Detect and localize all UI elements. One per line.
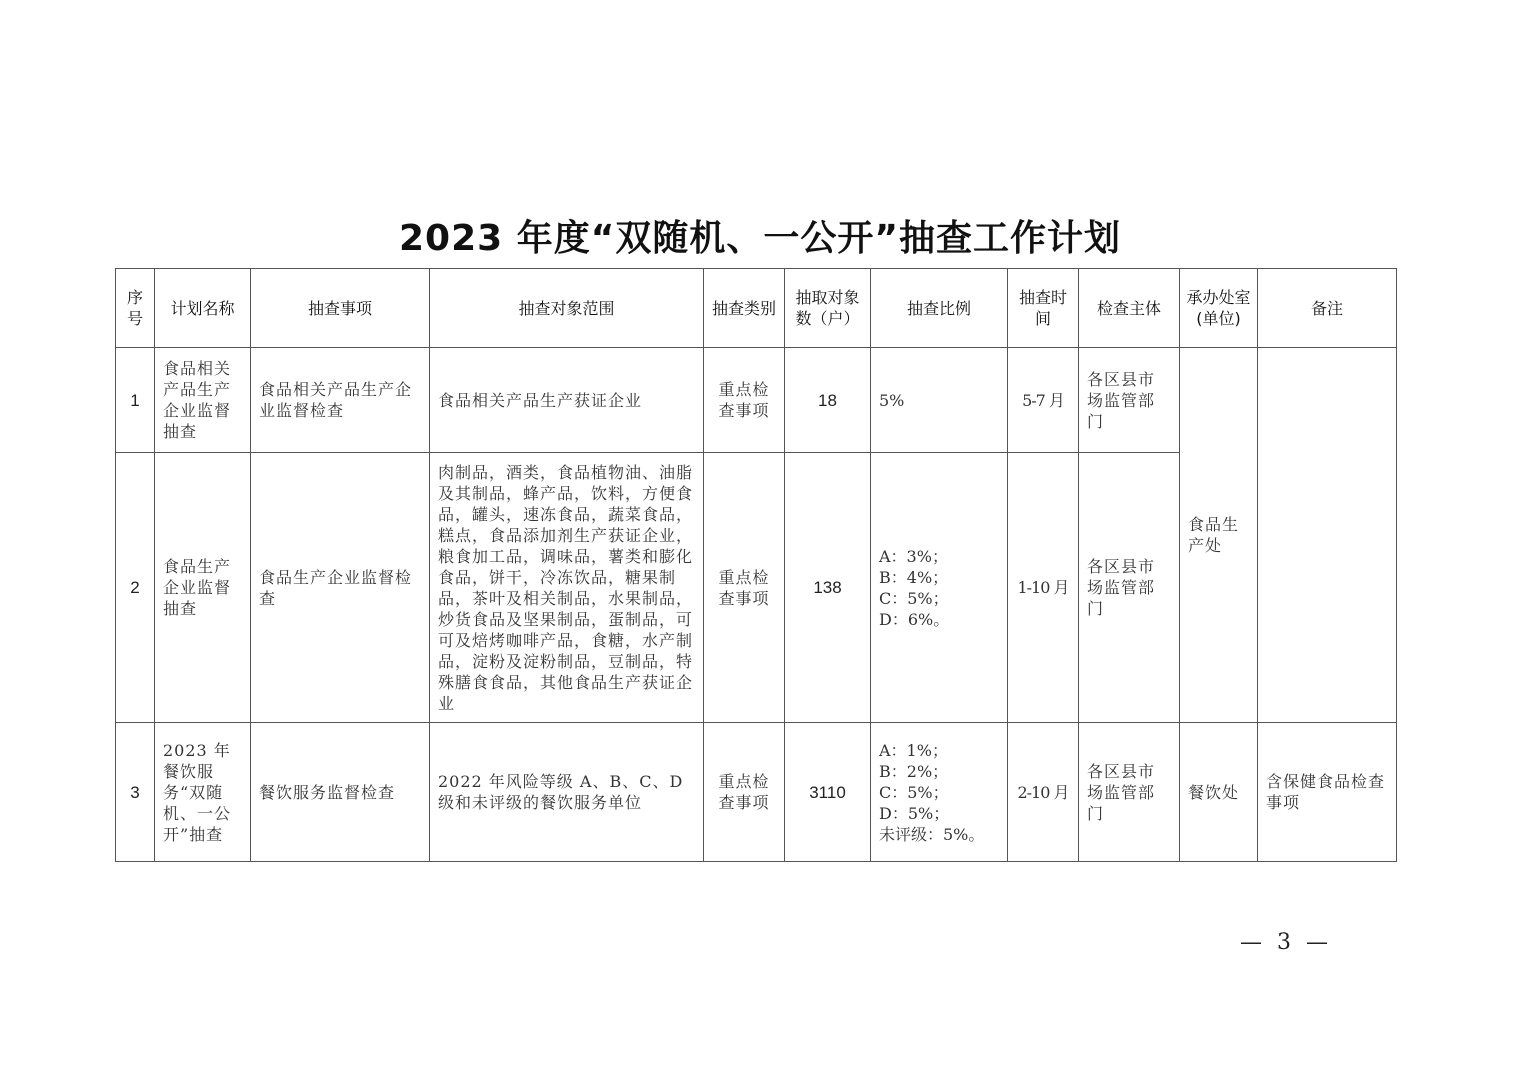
cell-ratio: [871, 453, 1008, 723]
ratio-line: B：2%；: [879, 761, 949, 781]
table-header-row: [116, 269, 1397, 348]
document-title: 2023 年度“双随机、一公开”抽查工作计划: [398, 218, 1122, 259]
cell-subject: 各区县市场监管部门: [1079, 348, 1180, 453]
cell-seq: 3: [116, 723, 155, 862]
table-row: [116, 723, 1397, 862]
cell-time: 1-10 月: [1008, 453, 1079, 723]
header-subject: 检查主体: [1079, 269, 1180, 348]
ratio-line: 5%: [879, 390, 905, 410]
cell-count: 138: [785, 453, 871, 723]
cell-time: 2-10 月: [1008, 723, 1079, 862]
cell-subject: 各区县市场监管部门: [1079, 723, 1180, 862]
cell-note: 含保健食品检查事项: [1258, 723, 1397, 862]
ratio-line: B：4%；: [879, 567, 949, 587]
cell-plan-name: 2023 年餐饮服务“双随机、一公开”抽查: [155, 723, 251, 862]
header-category: 抽查类别: [704, 269, 785, 348]
ratio-line: D：5%；: [879, 803, 950, 823]
header-seq: 序号: [116, 269, 155, 348]
header-note: 备注: [1258, 269, 1397, 348]
ratio-line: C：5%；: [879, 588, 949, 608]
ratio-line: C：5%；: [879, 782, 949, 802]
cell-count: 18: [785, 348, 871, 453]
cell-count: 3110: [785, 723, 871, 862]
cell-category: 重点检查事项: [704, 348, 785, 453]
cell-category: 重点检查事项: [704, 453, 785, 723]
header-scope: 抽查对象范围: [430, 269, 704, 348]
cell-category: 重点检查事项: [704, 723, 785, 862]
ratio-line: 未评级：5%。: [879, 824, 985, 844]
header-plan-name: 计划名称: [155, 269, 251, 348]
header-time: 抽查时间: [1008, 269, 1079, 348]
table-row: [116, 348, 1397, 453]
cell-ratio: [871, 723, 1008, 862]
header-count: 抽取对象数（户）: [785, 269, 871, 348]
ratio-line: A：3%；: [879, 546, 948, 566]
inspection-plan-table: [115, 268, 1397, 862]
header-ratio: 抽查比例: [871, 269, 1008, 348]
header-dept: 承办处室(单位): [1180, 269, 1258, 348]
cell-item: 食品生产企业监督检查: [251, 453, 430, 723]
cell-plan-name: 食品生产企业监督抽查: [155, 453, 251, 723]
page-number: — 3 —: [1240, 930, 1332, 955]
cell-seq: 1: [116, 348, 155, 453]
cell-note-merged: [1258, 348, 1397, 723]
header-item: 抽查事项: [251, 269, 430, 348]
cell-subject: 各区县市场监管部门: [1079, 453, 1180, 723]
cell-ratio: [871, 348, 1008, 453]
ratio-line: D：6%。: [879, 609, 950, 629]
cell-scope: 肉制品，酒类，食品植物油、油脂及其制品，蜂产品，饮料，方便食品，罐头，速冻食品，蔬菜食品，糕点，食品添加剂生产获证企业，粮食加工品，调味品，薯类和膨化食品，饼干，冷冻饮品，糖果制品，茶叶及相关制品，水果制品，炒货食品及坚果制品，蛋制品，可可及焙烤咖啡产品，食糖，水产制品，淀粉及淀粉制品，豆制品，特殊膳食食品，其他食品生产获证企业: [430, 453, 704, 723]
cell-dept-merged: 食品生产处: [1180, 348, 1258, 723]
cell-seq: 2: [116, 453, 155, 723]
cell-plan-name: 食品相关产品生产企业监督抽查: [155, 348, 251, 453]
cell-item: 餐饮服务监督检查: [251, 723, 430, 862]
cell-scope: 2022 年风险等级 A、B、C、D 级和未评级的餐饮服务单位: [430, 723, 704, 862]
ratio-line: A：1%；: [879, 740, 948, 760]
cell-time: 5-7 月: [1008, 348, 1079, 453]
cell-scope: 食品相关产品生产获证企业: [430, 348, 704, 453]
cell-dept: 餐饮处: [1180, 723, 1258, 862]
cell-item: 食品相关产品生产企业监督检查: [251, 348, 430, 453]
